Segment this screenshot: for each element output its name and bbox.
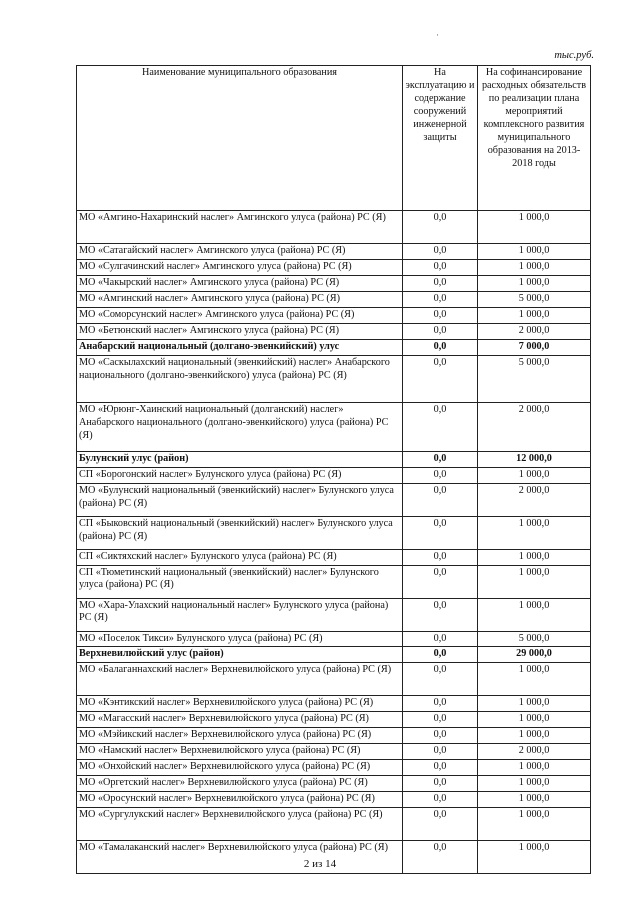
table-row bbox=[77, 663, 591, 696]
cofinancing-value-cell: 1 000,0 bbox=[478, 549, 591, 565]
maintenance-value-cell: 0,0 bbox=[403, 244, 478, 260]
cofinancing-value-cell: 1 000,0 bbox=[478, 712, 591, 728]
cofinancing-value-cell: 1 000,0 bbox=[478, 728, 591, 744]
table-row bbox=[77, 792, 591, 808]
cofinancing-value-cell: 1 000,0 bbox=[478, 467, 591, 483]
table-row-group-total bbox=[77, 339, 591, 355]
municipality-name-cell: Анабарский национальный (долгано-эвенкийский) улус bbox=[77, 339, 403, 355]
header-municipality: Наименование муниципального образования bbox=[77, 66, 403, 211]
scan-speck: · bbox=[436, 30, 439, 40]
municipality-name-cell: МО «Кэнтикский наслег» Верхневилюйского улуса (района) РС (Я) bbox=[77, 696, 403, 712]
municipality-name-cell: МО «Магасский наслег» Верхневилюйского улуса (района) РС (Я) bbox=[77, 712, 403, 728]
maintenance-value-cell: 0,0 bbox=[403, 467, 478, 483]
municipality-name-cell: МО «Сатагайский наслег» Амгинского улуса (района) РС (Я) bbox=[77, 244, 403, 260]
maintenance-value-cell: 0,0 bbox=[403, 291, 478, 307]
table-row bbox=[77, 696, 591, 712]
maintenance-value-cell: 0,0 bbox=[403, 776, 478, 792]
table-header-row bbox=[77, 66, 591, 211]
table-row bbox=[77, 355, 591, 402]
maintenance-value-cell: 0,0 bbox=[403, 663, 478, 696]
cofinancing-value-cell: 12 000,0 bbox=[478, 451, 591, 467]
cofinancing-value-cell: 2 000,0 bbox=[478, 402, 591, 451]
cofinancing-value-cell: 1 000,0 bbox=[478, 808, 591, 841]
table-row bbox=[77, 598, 591, 631]
municipality-name-cell: МО «Булунский национальный (эвенкийский) наслег» Булунского улуса (района) РС (Я) bbox=[77, 483, 403, 516]
maintenance-value-cell: 0,0 bbox=[403, 259, 478, 275]
cofinancing-value-cell: 2 000,0 bbox=[478, 483, 591, 516]
table-row bbox=[77, 259, 591, 275]
maintenance-value-cell: 0,0 bbox=[403, 483, 478, 516]
table-row bbox=[77, 565, 591, 598]
table-row bbox=[77, 307, 591, 323]
cofinancing-value-cell: 5 000,0 bbox=[478, 631, 591, 647]
cofinancing-value-cell: 1 000,0 bbox=[478, 663, 591, 696]
municipality-name-cell: МО «Чакырский наслег» Амгинского улуса (района) РС (Я) bbox=[77, 275, 403, 291]
municipality-name-cell: СП «Борогонский наслег» Булунского улуса (района) РС (Я) bbox=[77, 467, 403, 483]
table-row bbox=[77, 712, 591, 728]
funding-table bbox=[76, 65, 591, 874]
cofinancing-value-cell: 7 000,0 bbox=[478, 339, 591, 355]
maintenance-value-cell: 0,0 bbox=[403, 712, 478, 728]
municipality-name-cell: МО «Юрюнг-Хаинский национальный (долганский) наслег» Анабарского национального (долгано-эвенкийского) улуса (района) РС (Я) bbox=[77, 402, 403, 451]
maintenance-value-cell: 0,0 bbox=[403, 792, 478, 808]
table-row bbox=[77, 744, 591, 760]
maintenance-value-cell: 0,0 bbox=[403, 402, 478, 451]
table-row-group-total bbox=[77, 451, 591, 467]
table-row bbox=[77, 402, 591, 451]
maintenance-value-cell: 0,0 bbox=[403, 598, 478, 631]
municipality-name-cell: МО «Сургулукский наслег» Верхневилюйского улуса (района) РС (Я) bbox=[77, 808, 403, 841]
municipality-name-cell: Верхневилюйский улус (район) bbox=[77, 647, 403, 663]
table-row bbox=[77, 760, 591, 776]
cofinancing-value-cell: 1 000,0 bbox=[478, 211, 591, 244]
municipality-name-cell: МО «Мэйикский наслег» Верхневилюйского улуса (района) РС (Я) bbox=[77, 728, 403, 744]
cofinancing-value-cell: 1 000,0 bbox=[478, 598, 591, 631]
cofinancing-value-cell: 1 000,0 bbox=[478, 696, 591, 712]
maintenance-value-cell: 0,0 bbox=[403, 728, 478, 744]
municipality-name-cell: Булунский улус (район) bbox=[77, 451, 403, 467]
maintenance-value-cell: 0,0 bbox=[403, 275, 478, 291]
municipality-name-cell: СП «Быковский национальный (эвенкийский) наслег» Булунского улуса (района) РС (Я) bbox=[77, 516, 403, 549]
table-row bbox=[77, 275, 591, 291]
maintenance-value-cell: 0,0 bbox=[403, 339, 478, 355]
cofinancing-value-cell: 5 000,0 bbox=[478, 291, 591, 307]
maintenance-value-cell: 0,0 bbox=[403, 451, 478, 467]
cofinancing-value-cell: 29 000,0 bbox=[478, 647, 591, 663]
municipality-name-cell: МО «Амгино-Нахаринский наслег» Амгинского улуса (района) РС (Я) bbox=[77, 211, 403, 244]
table-row bbox=[77, 483, 591, 516]
header-maintenance: На эксплуатацию и содержание сооружений инженерной защиты bbox=[403, 66, 478, 211]
municipality-name-cell: МО «Оросунский наслег» Верхневилюйского улуса (района) РС (Я) bbox=[77, 792, 403, 808]
table-row bbox=[77, 211, 591, 244]
table-row bbox=[77, 244, 591, 260]
municipality-name-cell: МО «Амгинский наслег» Амгинского улуса (района) РС (Я) bbox=[77, 291, 403, 307]
table-row bbox=[77, 728, 591, 744]
municipality-name-cell: МО «Намский наслег» Верхневилюйского улуса (района) РС (Я) bbox=[77, 744, 403, 760]
table-row bbox=[77, 291, 591, 307]
maintenance-value-cell: 0,0 bbox=[403, 355, 478, 402]
header-cofinancing: На софинансирование расходных обязательств по реализации плана мероприятий комплексного развития муниципального образования на 2013-2018 годы bbox=[478, 66, 591, 211]
maintenance-value-cell: 0,0 bbox=[403, 647, 478, 663]
cofinancing-value-cell: 1 000,0 bbox=[478, 776, 591, 792]
municipality-name-cell: МО «Хара-Улахский национальный наслег» Булунского улуса (района) РС (Я) bbox=[77, 598, 403, 631]
cofinancing-value-cell: 1 000,0 bbox=[478, 307, 591, 323]
maintenance-value-cell: 0,0 bbox=[403, 211, 478, 244]
maintenance-value-cell: 0,0 bbox=[403, 549, 478, 565]
municipality-name-cell: СП «Тюметинский национальный (эвенкийский) наслег» Булунского улуса (района) РС (Я) bbox=[77, 565, 403, 598]
table-row bbox=[77, 516, 591, 549]
maintenance-value-cell: 0,0 bbox=[403, 323, 478, 339]
cofinancing-value-cell: 5 000,0 bbox=[478, 355, 591, 402]
cofinancing-value-cell: 1 000,0 bbox=[478, 841, 591, 874]
units-label: тыс.руб. bbox=[554, 50, 594, 61]
maintenance-value-cell: 0,0 bbox=[403, 516, 478, 549]
maintenance-value-cell: 0,0 bbox=[403, 565, 478, 598]
table-row bbox=[77, 549, 591, 565]
maintenance-value-cell: 0,0 bbox=[403, 744, 478, 760]
municipality-name-cell: МО «Балаганнахский наслег» Верхневилюйского улуса (района) РС (Я) bbox=[77, 663, 403, 696]
table-row bbox=[77, 631, 591, 647]
table-row bbox=[77, 776, 591, 792]
cofinancing-value-cell: 2 000,0 bbox=[478, 323, 591, 339]
cofinancing-value-cell: 1 000,0 bbox=[478, 259, 591, 275]
table-row bbox=[77, 808, 591, 841]
maintenance-value-cell: 0,0 bbox=[403, 631, 478, 647]
maintenance-value-cell: 0,0 bbox=[403, 760, 478, 776]
page-number: 2 из 14 bbox=[303, 858, 337, 870]
table-row-group-total bbox=[77, 647, 591, 663]
cofinancing-value-cell: 1 000,0 bbox=[478, 565, 591, 598]
municipality-name-cell: МО «Саскылахский национальный (эвенкийский) наслег» Анабарского национального (долгано-эвенкийского) улуса (района) РС (Я) bbox=[77, 355, 403, 402]
maintenance-value-cell: 0,0 bbox=[403, 808, 478, 841]
municipality-name-cell: МО «Онхойский наслег» Верхневилюйского улуса (района) РС (Я) bbox=[77, 760, 403, 776]
municipality-name-cell: МО «Соморсунский наслег» Амгинского улуса (района) РС (Я) bbox=[77, 307, 403, 323]
cofinancing-value-cell: 2 000,0 bbox=[478, 744, 591, 760]
cofinancing-value-cell: 1 000,0 bbox=[478, 760, 591, 776]
municipality-name-cell: МО «Оргетский наслег» Верхневилюйского улуса (района) РС (Я) bbox=[77, 776, 403, 792]
cofinancing-value-cell: 1 000,0 bbox=[478, 244, 591, 260]
municipality-name-cell: МО «Сулгачинский наслег» Амгинского улуса (района) РС (Я) bbox=[77, 259, 403, 275]
table-body bbox=[77, 211, 591, 874]
table-row bbox=[77, 323, 591, 339]
cofinancing-value-cell: 1 000,0 bbox=[478, 792, 591, 808]
maintenance-value-cell: 0,0 bbox=[403, 841, 478, 874]
municipality-name-cell: МО «Тамалаканский наслег» Верхневилюйского улуса (района) РС (Я) bbox=[77, 841, 403, 874]
cofinancing-value-cell: 1 000,0 bbox=[478, 516, 591, 549]
municipality-name-cell: МО «Поселок Тикси» Булунского улуса (района) РС (Я) bbox=[77, 631, 403, 647]
maintenance-value-cell: 0,0 bbox=[403, 307, 478, 323]
cofinancing-value-cell: 1 000,0 bbox=[478, 275, 591, 291]
municipality-name-cell: СП «Сиктяхский наслег» Булунского улуса (района) РС (Я) bbox=[77, 549, 403, 565]
municipality-name-cell: МО «Бетюнский наслег» Амгинского улуса (района) РС (Я) bbox=[77, 323, 403, 339]
maintenance-value-cell: 0,0 bbox=[403, 696, 478, 712]
table-row bbox=[77, 467, 591, 483]
